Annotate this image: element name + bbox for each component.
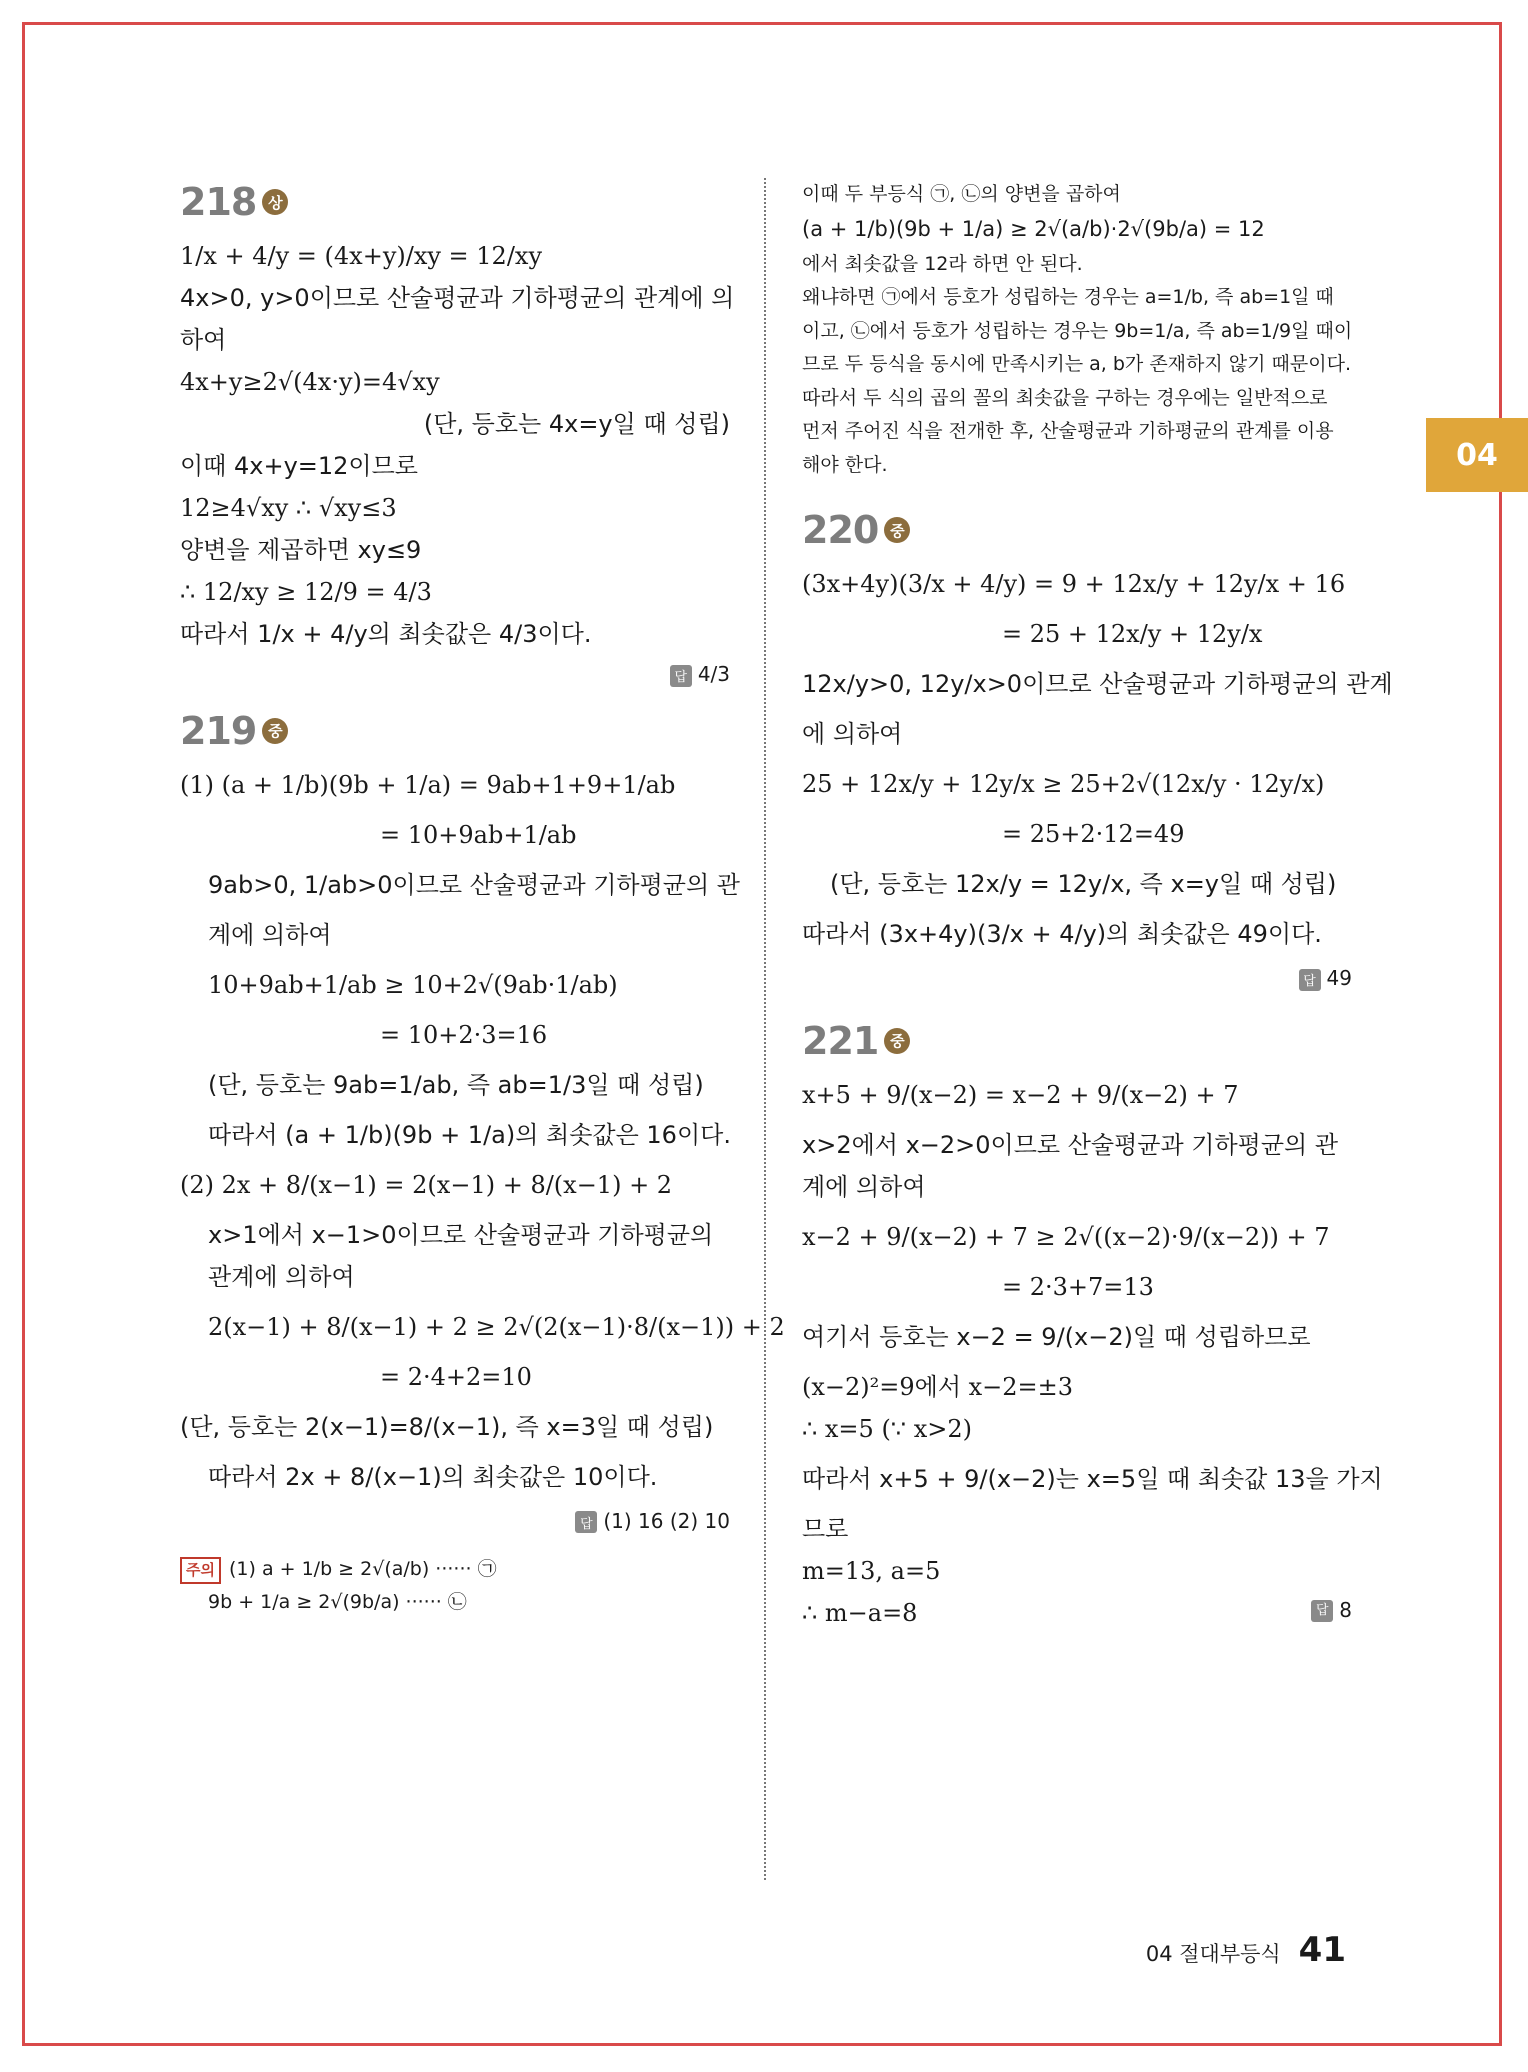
problem-number: 218 xyxy=(180,180,257,224)
chapter-tab xyxy=(1426,418,1528,492)
right-column xyxy=(802,170,1393,1637)
answer-mark: 답 xyxy=(1299,969,1321,991)
p219-line-12: 2(x−1) + 8/(x−1) + 2 ≥ 2√(2(x−1)·8/(x−1)) + 2 xyxy=(208,1312,785,1341)
p219-line-15: 따라서 2x + 8/(x−1)의 최솟값은 10이다. xyxy=(208,1462,658,1491)
answer-value: (1) 16 (2) 10 xyxy=(603,1508,730,1533)
p218-line-4: 4x+y≥2√(4x·y)=4√xy xyxy=(180,368,440,396)
p221-last-row xyxy=(802,1595,1352,1631)
note-line-4: 왜냐하면 ㉠에서 등호가 성립하는 경우는 a=1/b, 즉 ab=1일 때 xyxy=(802,286,1334,309)
p221-line-5: = 2·3+7=13 xyxy=(1002,1272,1154,1301)
p218-line-9: ∴ 12/xy ≥ 12/9 = 4/3 xyxy=(180,578,432,606)
p218-line-2: 4x>0, y>0이므로 산술평균과 기하평균의 관계에 의 xyxy=(180,284,735,312)
difficulty-badge: 상 xyxy=(262,189,288,215)
p219-line-10: x>1에서 x−1>0이므로 산술평균과 기하평균의 xyxy=(208,1220,714,1249)
p218-line-1: 1/x + 4/y = (4x+y)/xy = 12/xy xyxy=(180,242,543,270)
p219-line-13: = 2·4+2=10 xyxy=(380,1362,532,1391)
caution-label: 주의 xyxy=(180,1557,221,1584)
footer-chapter: 04 절대부등식 xyxy=(1145,1942,1281,1966)
p218-line-3: 하여 xyxy=(180,326,227,354)
note-line-7: 따라서 두 식의 곱의 꼴의 최솟값을 구하는 경우에는 일반적으로 xyxy=(802,386,1328,409)
p221-line-9: 따라서 x+5 + 9/(x−2)는 x=5일 때 최솟값 13을 가지 xyxy=(802,1464,1383,1493)
answer-value: 49 xyxy=(1326,966,1352,991)
p218-line-10: 따라서 1/x + 4/y의 최솟값은 4/3이다. xyxy=(180,620,592,648)
p221-line-6: 여기서 등호는 x−2 = 9/(x−2)일 때 성립하므로 xyxy=(802,1322,1311,1351)
note-line-6: 므로 두 등식을 동시에 만족시키는 a, b가 존재하지 않기 때문이다. xyxy=(802,353,1351,376)
problem-219-header xyxy=(180,709,730,753)
p219-line-5: 10+9ab+1/ab ≥ 10+2√(9ab·1/ab) xyxy=(208,970,618,999)
p221-answer xyxy=(1311,1595,1352,1631)
note-line-9: 해야 한다. xyxy=(802,453,888,476)
p220-line-8: 따라서 (3x+4y)(3/x + 4/y)의 최솟값은 49이다. xyxy=(802,920,1322,949)
p218-line-6: 이때 4x+y=12이므로 xyxy=(180,452,418,480)
note-line-8: 먼저 주어진 식을 전개한 후, 산술평균과 기하평균의 관계를 이용 xyxy=(802,420,1334,443)
problem-number: 221 xyxy=(802,1018,879,1063)
problem-218-header xyxy=(180,180,730,224)
note-line-2: (a + 1/b)(9b + 1/a) ≥ 2√(a/b)·2√(9b/a) = 12 xyxy=(802,217,1265,242)
answer-value: 8 xyxy=(1339,1597,1352,1622)
page-footer xyxy=(1146,1930,1346,1970)
p219-line-9: (2) 2x + 8/(x−1) = 2(x−1) + 8/(x−1) + 2 xyxy=(180,1170,673,1199)
p221-line-4: x−2 + 9/(x−2) + 7 ≥ 2√((x−2)·9/(x−2)) + 7 xyxy=(802,1222,1330,1251)
problem-221-header xyxy=(802,1019,1352,1063)
p218-line-8: 양변을 제곱하면 xy≤9 xyxy=(180,536,422,564)
difficulty-badge: 중 xyxy=(262,718,288,744)
column-divider xyxy=(764,178,766,1880)
p220-line-3: 12x/y>0, 12y/x>0이므로 산술평균과 기하평균의 관계 xyxy=(802,670,1393,699)
difficulty-badge: 중 xyxy=(884,1028,910,1054)
chapter-tab-label: 04 xyxy=(1456,437,1498,473)
p220-line-7: (단, 등호는 12x/y = 12y/x, 즉 x=y일 때 성립) xyxy=(830,870,1337,899)
p219-answer xyxy=(180,1509,730,1534)
p221-line-12: ∴ m−a=8 xyxy=(802,1598,918,1627)
problem-number: 220 xyxy=(802,508,879,553)
p221-line-8: ∴ x=5 (∵ x>2) xyxy=(802,1414,972,1443)
p219-line-6: = 10+2·3=16 xyxy=(380,1020,548,1049)
p221-line-1: x+5 + 9/(x−2) = x−2 + 9/(x−2) + 7 xyxy=(802,1080,1239,1109)
p220-line-5: 25 + 12x/y + 12y/x ≥ 25+2√(12x/y · 12y/x) xyxy=(802,770,1325,799)
p219-line-2: = 10+9ab+1/ab xyxy=(380,820,577,849)
p219-caution-2: 9b + 1/a ≥ 2√(9b/a) ······ ㉡ xyxy=(208,1591,467,1614)
p220-line-4: 에 의하여 xyxy=(802,720,903,749)
p219-line-4: 계에 의하여 xyxy=(208,920,332,949)
p218-line-7: 12≥4√xy ∴ √xy≤3 xyxy=(180,494,397,522)
p218-answer xyxy=(180,662,730,687)
p220-answer xyxy=(802,966,1352,991)
answer-mark: 답 xyxy=(1311,1600,1333,1622)
answer-mark: 답 xyxy=(670,665,692,687)
p219-line-11: 관계에 의하여 xyxy=(208,1262,355,1291)
p221-line-11: m=13, a=5 xyxy=(802,1556,941,1585)
caution-text: (1) a + 1/b ≥ 2√(a/b) ······ ㉠ xyxy=(228,1558,497,1580)
p221-line-3: 계에 의하여 xyxy=(802,1172,926,1201)
note-line-3: 에서 최솟값을 12라 하면 안 된다. xyxy=(802,252,1083,275)
p220-line-2: = 25 + 12x/y + 12y/x xyxy=(1002,620,1263,649)
p219-line-14: (단, 등호는 2(x−1)=8/(x−1), 즉 x=3일 때 성립) xyxy=(180,1412,714,1441)
p219-line-8: 따라서 (a + 1/b)(9b + 1/a)의 최솟값은 16이다. xyxy=(208,1120,731,1149)
p221-line-7: (x−2)²=9에서 x−2=±3 xyxy=(802,1372,1074,1401)
p221-line-2: x>2에서 x−2>0이므로 산술평균과 기하평균의 관 xyxy=(802,1130,1339,1159)
p221-line-10: 므로 xyxy=(802,1514,849,1543)
left-column xyxy=(180,170,785,1622)
p219-caution-1 xyxy=(180,1555,730,1584)
p219-line-3: 9ab>0, 1/ab>0이므로 산술평균과 기하평균의 관 xyxy=(208,870,740,899)
difficulty-badge: 중 xyxy=(884,517,910,543)
note-line-1: 이때 두 부등식 ㉠, ㉡의 양변을 곱하여 xyxy=(802,183,1121,205)
answer-value: 4/3 xyxy=(697,662,730,686)
p219-line-7: (단, 등호는 9ab=1/ab, 즉 ab=1/3일 때 성립) xyxy=(208,1070,704,1099)
page-number: 41 xyxy=(1298,1930,1346,1970)
p220-line-1: (3x+4y)(3/x + 4/y) = 9 + 12x/y + 12y/x + 16 xyxy=(802,570,1346,599)
problem-220-header xyxy=(802,508,1352,552)
p219-line-1: (1) (a + 1/b)(9b + 1/a) = 9ab+1+9+1/ab xyxy=(180,770,676,799)
note-line-5: 이고, ㉡에서 등호가 성립하는 경우는 9b=1/a, 즉 ab=1/9일 때이 xyxy=(802,319,1353,342)
p218-line-5: (단, 등호는 4x=y일 때 성립) xyxy=(423,410,730,438)
problem-number: 219 xyxy=(180,708,257,753)
p220-line-6: = 25+2·12=49 xyxy=(1002,820,1185,849)
answer-mark: 답 xyxy=(575,1511,597,1533)
